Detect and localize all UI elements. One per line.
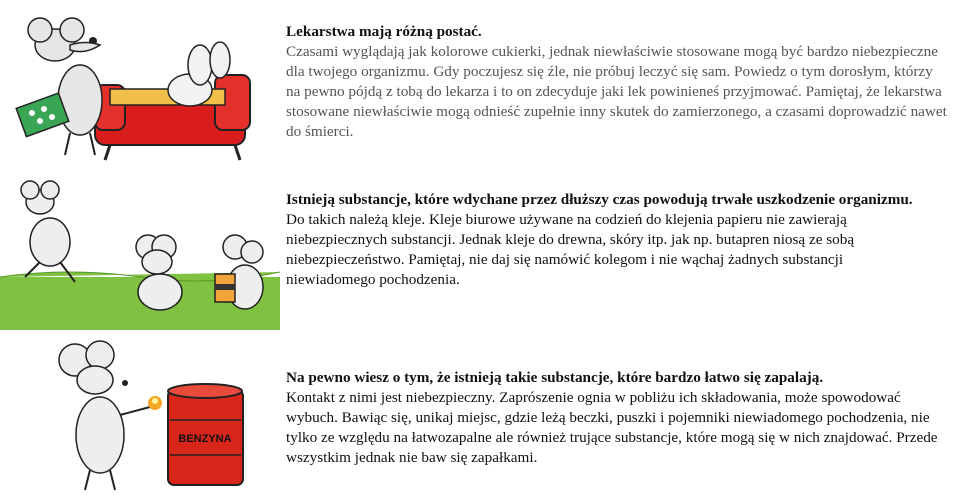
barrel-label: BENZYNA <box>178 433 232 445</box>
section-body: Czasami wyglądają jak kolorowe cukierki, jednak niewłaściwie stosowane mogą być bardzo niebezpieczne dla twojego organizmu. Gdy poczujesz się źle, nie próbuj leczyć się sam. Powiedz o tym dorosłym, którzy na pewno pójdą z tobą do lekarza i to on zdecyduje jaki lek powinieneś przyjmować. Pamiętaj, że lekarstwa stosowane niewłaściwie mogą odnieść zupełnie inny skutek do zamierzonego, a czasami doprowadzić nawet do śmierci. <box>286 43 947 140</box>
section-glue <box>0 170 959 330</box>
section-title: Istnieją substancje, które wdychane przez dłuższy czas powodują trwałe uszkodzenie organizmu. <box>286 191 913 208</box>
mouse-barrel-drawing <box>40 335 260 495</box>
section-title: Na pewno wiesz o tym, że istnieją takie substancje, które bardzo łatwo się zapalają. <box>286 369 824 386</box>
section-flammable <box>0 330 959 497</box>
medicine-text-block <box>286 22 950 142</box>
section-body: Kontakt z nimi jest niebezpieczny. Zaprószenie ognia w pobliżu ich składowania, może spowodować wybuch. Bawiąc się, unikaj miejsc, gdzie leżą beczki, puszki i pojemniki niewiadomego pochodzenia, nie tylko ze względu na łatwozapalne ale również trujące substancje, które mogą się w nich znajdować. Przede wszystkim jednak nie baw się zapałkami. <box>286 389 938 466</box>
flammable-text-block <box>286 368 956 468</box>
section-medicine <box>0 0 959 170</box>
glue-illustration <box>0 172 280 330</box>
glue-text-block <box>286 190 926 290</box>
medicine-illustration <box>0 5 280 165</box>
flammable-illustration <box>40 335 260 495</box>
section-body: Do takich należą kleje. Kleje biurowe używane na codzień do klejenia papieru nie zawierają niebezpiecznych substancji. Jednak kleje do drewna, skóry itp. jak np. butapren niosą ze sobą niebezpieczeństwo. Pamiętaj, nie daj się namówić kolegom i nie wąchaj żadnych substancji niewiadomego pochodzenia. <box>286 211 855 288</box>
mice-medicine-drawing <box>0 5 280 165</box>
medicine-pack <box>16 93 69 137</box>
section-title: Lekarstwa mają różną postać. <box>286 23 482 40</box>
mice-glue-drawing <box>0 172 280 330</box>
